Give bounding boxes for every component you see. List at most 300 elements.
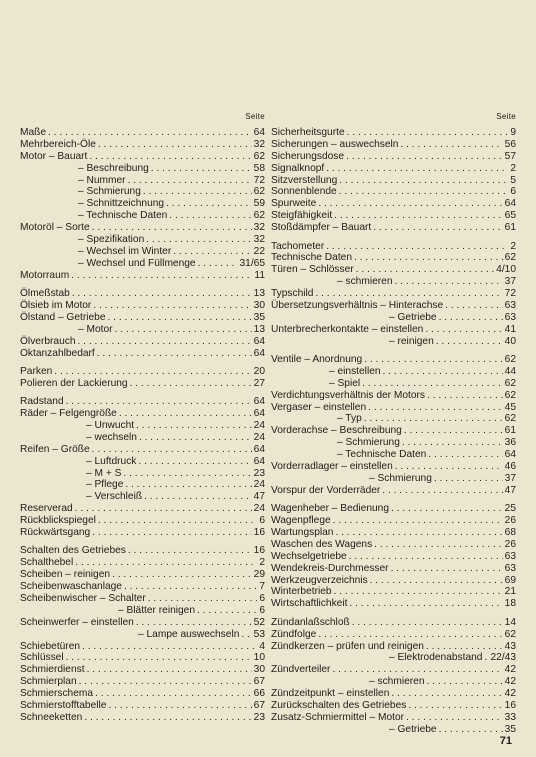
- page-ref: 64: [504, 449, 516, 461]
- index-term: Radstand: [20, 396, 64, 408]
- index-entry: [20, 444, 265, 456]
- index-entry: [271, 413, 516, 425]
- index-term: – Technische Daten: [337, 449, 427, 461]
- index-term: Winterbetrieb: [271, 586, 332, 598]
- index-term: – Schmierung: [78, 186, 141, 198]
- dot-leader: [136, 617, 252, 629]
- index-term: – Beschreibung: [78, 162, 149, 174]
- dot-leader: [92, 444, 252, 456]
- index-column-left: [20, 110, 265, 724]
- page-ref: 62: [504, 252, 516, 264]
- dot-leader: [368, 402, 503, 414]
- index-term: Scheibenwaschanlage: [20, 581, 122, 593]
- index-entry: [20, 312, 265, 324]
- dot-leader: [400, 139, 502, 151]
- page-ref: 4/10: [496, 264, 516, 276]
- index-entry: [271, 664, 516, 676]
- dot-leader: [128, 175, 252, 187]
- index-term: – Schmierung: [337, 437, 400, 449]
- index-entry: [271, 652, 516, 664]
- page-ref: 26: [504, 515, 516, 527]
- index-entry: [20, 378, 265, 390]
- index-entry: [20, 432, 265, 444]
- dot-leader: [383, 366, 503, 378]
- page-ref: 42: [504, 676, 516, 688]
- page-ref: 32: [253, 234, 265, 246]
- index-term: Zündfolge: [271, 628, 317, 640]
- index-entry: [271, 324, 516, 336]
- page-ref: 65: [504, 210, 516, 222]
- page-ref: 24: [253, 503, 265, 515]
- index-entry: [20, 258, 265, 270]
- dot-leader: [75, 503, 252, 515]
- page-ref: 24: [253, 479, 265, 491]
- index-entry: [20, 270, 265, 282]
- dot-leader: [484, 652, 488, 664]
- dot-leader: [318, 629, 502, 641]
- index-entry: [20, 336, 265, 348]
- index-entry: [271, 563, 516, 575]
- index-entry: [20, 605, 265, 617]
- index-term: – Spiel: [329, 377, 361, 389]
- dot-leader: [391, 563, 503, 575]
- page-ref: 63: [504, 311, 516, 323]
- index-entry: [20, 569, 265, 581]
- seite-header-left: Seite: [245, 112, 265, 121]
- page-ref: 62: [504, 413, 516, 425]
- index-term: Motorraum: [20, 269, 70, 281]
- dot-leader: [87, 664, 252, 676]
- dot-leader: [92, 222, 252, 234]
- index-term: Ölmeßstab: [20, 288, 70, 300]
- index-term: Räder – Felgengröße: [20, 408, 117, 420]
- index-entry: [271, 276, 516, 288]
- dot-leader: [339, 186, 509, 198]
- index-entry: [20, 288, 265, 300]
- index-entry: [271, 688, 516, 700]
- index-term: Tachometer: [271, 240, 325, 252]
- dot-leader: [334, 210, 502, 222]
- index-entry: [20, 641, 265, 653]
- index-term: Zündzeitpunkt – einstellen: [271, 688, 390, 700]
- index-entry: [20, 366, 265, 378]
- index-term: Polieren der Lackierung: [20, 377, 128, 389]
- index-entry: [271, 127, 516, 139]
- index-entry: [271, 503, 516, 515]
- page-ref: 62: [253, 186, 265, 198]
- index-term: – Elektrodenabstand: [389, 652, 483, 664]
- index-term: Sitzverstellung: [271, 174, 338, 186]
- index-term: Schmierdienst: [20, 664, 85, 676]
- dot-leader: [364, 413, 503, 425]
- dot-leader: [326, 241, 508, 253]
- dot-leader: [71, 270, 252, 282]
- index-entry: [20, 557, 265, 569]
- page-ref: 29: [253, 569, 265, 581]
- index-term: – wechseln: [86, 431, 137, 443]
- index-term: – Wechsel im Winter: [78, 245, 172, 257]
- index-term: – Getriebe: [389, 311, 437, 323]
- dot-leader: [93, 300, 251, 312]
- index-entry: [271, 264, 516, 276]
- dot-leader: [445, 300, 503, 312]
- index-entry: [20, 246, 265, 258]
- dot-leader: [373, 222, 502, 234]
- index-entry: [271, 210, 516, 222]
- index-entry: [20, 300, 265, 312]
- dot-leader: [169, 210, 251, 222]
- index-entry: [271, 473, 516, 485]
- index-term: Steigfähigkeit: [271, 210, 333, 222]
- index-entry: [271, 425, 516, 437]
- index-term: Rückblickspiegel: [20, 515, 96, 527]
- page-ref: 61: [504, 222, 516, 234]
- index-term: – Motor: [78, 323, 113, 335]
- index-entry: [20, 420, 265, 432]
- index-term: Vorderachse – Beschreibung: [271, 425, 402, 437]
- page-ref: 24: [253, 431, 265, 443]
- dot-leader: [84, 712, 251, 724]
- dot-leader: [139, 432, 252, 444]
- index-term: Waschen des Wagens: [271, 538, 373, 550]
- index-term: – Technische Daten: [78, 210, 168, 222]
- index-term: Wagenpflege: [271, 515, 331, 527]
- index-term: Signalknopf: [271, 162, 325, 174]
- page-ref: 63: [504, 299, 516, 311]
- index-entry: [271, 288, 516, 300]
- dot-leader: [346, 151, 503, 163]
- page-ref: 62: [253, 150, 265, 162]
- dot-leader: [391, 503, 503, 515]
- dot-leader: [143, 186, 252, 198]
- index-entry: [271, 700, 516, 712]
- index-entry: [20, 515, 265, 527]
- index-term: Motor – Bauart: [20, 150, 88, 162]
- dot-leader: [82, 641, 257, 653]
- index-term: Maße: [20, 127, 47, 138]
- index-entry: [20, 617, 265, 629]
- dot-leader: [395, 276, 503, 288]
- page-ref: 16: [253, 527, 265, 538]
- page-ref: 10: [253, 652, 265, 664]
- index-entry: [20, 456, 265, 468]
- dot-leader: [427, 676, 503, 688]
- index-term: Schneeketten: [20, 711, 83, 723]
- index-entry: [20, 503, 265, 515]
- index-entry: [20, 127, 265, 139]
- dot-leader: [362, 378, 503, 390]
- index-term: – Schmierung: [369, 472, 432, 484]
- dot-leader: [439, 312, 503, 324]
- page-ref: 33: [504, 711, 516, 723]
- index-term: Sicherheitsgurte: [271, 127, 345, 138]
- index-entry: [20, 491, 265, 503]
- dot-leader: [66, 652, 252, 664]
- page-ref: 44: [504, 365, 516, 377]
- page-ref: 21: [504, 586, 516, 598]
- page-ref: 23: [253, 467, 265, 479]
- dot-leader: [119, 408, 252, 420]
- index-term: Zurückschalten des Getriebes: [271, 699, 407, 711]
- index-term: Wartungsplan: [271, 527, 334, 538]
- dot-leader: [115, 324, 252, 336]
- index-entry: [271, 461, 516, 473]
- page-ref: 64: [253, 127, 265, 138]
- index-term: Technische Daten: [271, 252, 352, 264]
- index-term: Schlüssel: [20, 652, 64, 664]
- index-term: Scheinwerfer – einstellen: [20, 616, 134, 628]
- index-term: – Blätter reinigen: [118, 604, 196, 616]
- dot-leader: [436, 336, 503, 348]
- entries-right: [271, 127, 516, 736]
- page-ref: 6: [510, 186, 516, 198]
- dot-leader: [125, 479, 251, 491]
- page-ref: 66: [253, 688, 265, 700]
- index-term: Schalthebel: [20, 557, 74, 569]
- index-term: Werkzeugverzeichnis: [271, 574, 368, 586]
- page-ref: 57: [504, 150, 516, 162]
- index-entry: [271, 402, 516, 414]
- page-ref: 63: [504, 550, 516, 562]
- page-ref: 64: [253, 455, 265, 467]
- index-entry: [271, 186, 516, 198]
- page-ref: 31/65: [239, 257, 265, 269]
- index-entry: [271, 575, 516, 587]
- index-term: Oktanzahlbedarf: [20, 347, 95, 359]
- page-ref: 64: [253, 396, 265, 408]
- page-ref: 27: [253, 377, 265, 389]
- index-entry: [271, 390, 516, 402]
- index-entry: [271, 222, 516, 234]
- page-ref: 24: [253, 419, 265, 431]
- index-entry: [20, 479, 265, 491]
- page-ref: 64: [253, 347, 265, 359]
- page-ref: 53: [253, 628, 265, 640]
- index-entry: [20, 324, 265, 336]
- index-column-right: [271, 110, 516, 736]
- index-term: Ölsieb im Motor: [20, 299, 92, 311]
- page-ref: 42: [504, 664, 516, 676]
- index-entry: [271, 139, 516, 151]
- index-term: Schiebetüren: [20, 640, 81, 652]
- page-ref: 62: [504, 377, 516, 389]
- index-entry: [271, 712, 516, 724]
- dot-leader: [144, 491, 252, 503]
- dot-leader: [89, 151, 251, 163]
- index-entry: [271, 241, 516, 253]
- dot-leader: [370, 575, 503, 587]
- index-entry: [271, 724, 516, 736]
- dot-leader: [404, 425, 503, 437]
- index-term: – Lampe auswechseln: [138, 628, 240, 640]
- index-entry: [20, 652, 265, 664]
- dot-leader: [128, 545, 252, 557]
- dot-leader: [391, 688, 502, 700]
- index-term: Stoßdämpfer – Bauart: [271, 222, 372, 234]
- index-term: Schalten des Getriebes: [20, 545, 126, 557]
- index-term: – Luftdruck: [86, 455, 137, 467]
- index-term: Sicherungen – auswechseln: [271, 138, 399, 150]
- page-ref: 6: [259, 515, 265, 527]
- dot-leader: [136, 420, 252, 432]
- index-entry: [20, 348, 265, 360]
- page-ref: 67: [253, 676, 265, 688]
- index-term: Motoröl – Sorte: [20, 222, 90, 234]
- dot-leader: [395, 461, 503, 473]
- index-term: – Spezifikation: [78, 234, 145, 246]
- page-ref: 14: [504, 616, 516, 628]
- index-term: – Getriebe: [389, 723, 437, 735]
- page-ref: 7: [259, 581, 265, 593]
- dot-leader: [108, 312, 252, 324]
- dot-leader: [138, 456, 251, 468]
- index-entry: [20, 581, 265, 593]
- index-entry: [271, 163, 516, 175]
- index-term: – reinigen: [389, 335, 434, 347]
- dot-leader: [315, 288, 502, 300]
- dot-leader: [75, 557, 257, 569]
- page-ref: 63: [504, 562, 516, 574]
- page-ref: 26: [504, 538, 516, 550]
- index-entry: [271, 366, 516, 378]
- index-entry: [20, 629, 265, 641]
- index-entry: [271, 336, 516, 348]
- index-term: Unterbrecherkontakte – einstellen: [271, 323, 424, 335]
- index-term: Sonnenblende: [271, 186, 337, 198]
- dot-leader: [241, 629, 251, 641]
- index-entry: [20, 712, 265, 724]
- dot-leader: [108, 700, 251, 712]
- index-term: – Wechsel und Füllmenge: [78, 257, 196, 269]
- page-ref: 58: [253, 162, 265, 174]
- index-term: Parken: [20, 365, 53, 377]
- dot-leader: [382, 485, 502, 497]
- dot-leader: [124, 581, 257, 593]
- dot-leader: [354, 252, 503, 264]
- index-term: Wendekreis-Durchmesser: [271, 562, 389, 574]
- index-entry: [20, 545, 265, 557]
- index-term: Typschild: [271, 288, 314, 300]
- dot-leader: [318, 198, 502, 210]
- dot-leader: [408, 700, 502, 712]
- index-entry: [20, 139, 265, 151]
- page-ref: 35: [504, 723, 516, 735]
- dot-leader: [349, 598, 502, 610]
- page-ref: 62: [253, 210, 265, 222]
- page-ref: 13: [253, 323, 265, 335]
- index-term: Wagenheber – Bedienung: [271, 503, 390, 515]
- index-entry: [271, 175, 516, 187]
- dot-leader: [97, 348, 252, 360]
- page-ref: 25: [504, 503, 516, 515]
- dot-leader: [197, 605, 257, 617]
- index-term: Zündkerzen – prüfen und reinigen: [271, 640, 424, 652]
- dot-leader: [426, 641, 503, 653]
- index-term: Scheiben – reinigen: [20, 569, 111, 581]
- index-entry: [271, 485, 516, 497]
- index-term: Vorspur der Vorderräder: [271, 484, 381, 496]
- index-entry: [20, 198, 265, 210]
- index-term: Spurweite: [271, 198, 317, 210]
- index-entry: [271, 629, 516, 641]
- index-term: – M + S: [86, 467, 122, 479]
- index-entry: [271, 539, 516, 551]
- dot-leader: [406, 712, 503, 724]
- dot-leader: [72, 288, 252, 300]
- index-term: Zündverteiler: [271, 664, 331, 676]
- index-term: Übersetzungsverhältnis – Hinterachse: [271, 299, 444, 311]
- index-entry: [20, 700, 265, 712]
- dot-leader: [428, 449, 502, 461]
- page-ref: 30: [253, 299, 265, 311]
- index-entry: [20, 593, 265, 605]
- page-ref: 64: [253, 443, 265, 455]
- index-term: Ölverbrauch: [20, 335, 76, 347]
- dot-leader: [148, 593, 258, 605]
- page-ref: 9: [510, 127, 516, 138]
- page-ref: 16: [504, 699, 516, 711]
- dot-leader: [334, 586, 503, 598]
- index-term: Reserverad: [20, 503, 73, 515]
- index-entry: [271, 252, 516, 264]
- page-ref: 61: [504, 425, 516, 437]
- dot-leader: [439, 724, 503, 736]
- index-entry: [271, 437, 516, 449]
- page-ref: 59: [253, 198, 265, 210]
- page-ref: 36: [504, 437, 516, 449]
- page-ref: 2: [510, 162, 516, 174]
- index-entry: [20, 408, 265, 420]
- index-term: Mehrbereich-Öle: [20, 138, 96, 150]
- index-term: – Schnittzeichnung: [78, 198, 165, 210]
- index-term: – Typ: [337, 413, 362, 425]
- seite-header-right: Seite: [496, 112, 516, 121]
- dot-leader: [146, 234, 251, 246]
- dot-leader: [333, 515, 503, 527]
- index-entry: [271, 378, 516, 390]
- index-term: – schmieren: [369, 676, 425, 688]
- index-entry: [20, 222, 265, 234]
- page-ref: 67: [253, 699, 265, 711]
- page-ref: 35: [253, 311, 265, 323]
- index-term: Zusatz-Schmiermittel – Motor: [271, 711, 405, 723]
- index-term: Reifen – Größe: [20, 443, 90, 455]
- page-ref: 30: [253, 664, 265, 676]
- dot-leader: [347, 127, 509, 139]
- page-ref: 22: [253, 245, 265, 257]
- dot-leader: [332, 664, 502, 676]
- index-term: Rückwärtsgang: [20, 527, 91, 538]
- page-ref: 47: [253, 491, 265, 503]
- index-entry: [271, 300, 516, 312]
- index-entry: [20, 527, 265, 539]
- index-entry: [271, 312, 516, 324]
- dot-leader: [98, 139, 252, 151]
- index-term: Ölstand – Getriebe: [20, 311, 106, 323]
- index-entry: [20, 151, 265, 163]
- page-ref: 47: [504, 484, 516, 496]
- page-ref: 62: [504, 389, 516, 401]
- page-ref: 69: [504, 574, 516, 586]
- dot-leader: [79, 676, 252, 688]
- dot-leader: [402, 437, 503, 449]
- page-ref: 23: [253, 711, 265, 723]
- page-ref: 64: [253, 335, 265, 347]
- dot-leader: [425, 324, 502, 336]
- index-term: Wirtschaftlichkeit: [271, 598, 348, 610]
- index-term: Zündanlaßschloß: [271, 616, 350, 628]
- index-term: Scheibenwischer – Schalter: [20, 592, 146, 604]
